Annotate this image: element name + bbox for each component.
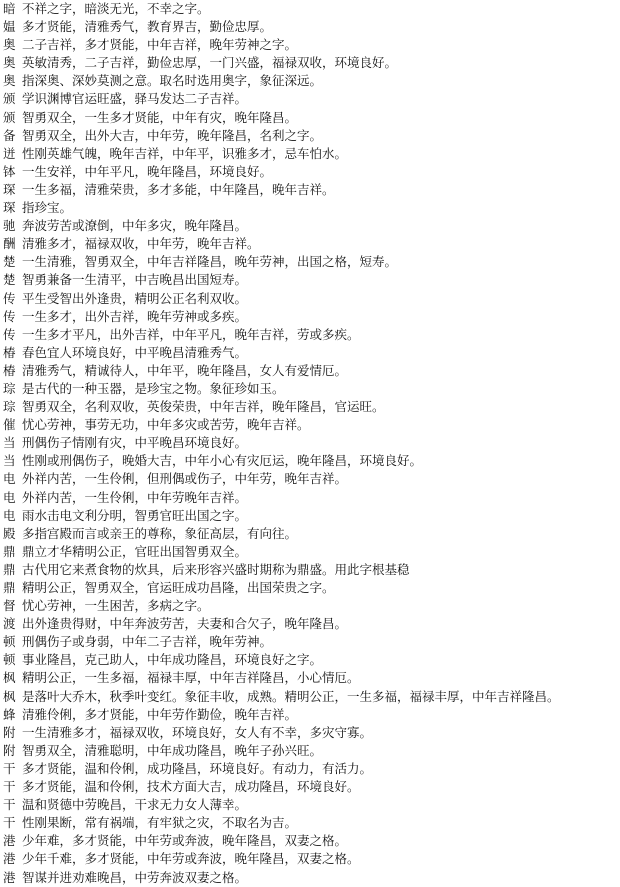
entry-char: 驰 bbox=[3, 218, 16, 234]
entry-text: 精明公正，一生多福，福禄丰厚，中年吉祥隆昌，小心情厄。 bbox=[22, 670, 360, 686]
list-item bbox=[0, 127, 620, 145]
list-item bbox=[0, 416, 620, 434]
list-item bbox=[0, 253, 620, 271]
entry-char: 鼎 bbox=[3, 543, 16, 559]
list-item bbox=[0, 434, 620, 452]
list-item bbox=[0, 271, 620, 289]
entry-text: 英敏清秀，二子吉祥，勤俭忠厚，一门兴盛，福禄双收，环境良好。 bbox=[22, 55, 398, 71]
list-item bbox=[0, 869, 620, 887]
list-item bbox=[0, 543, 620, 561]
entry-char: 琮 bbox=[3, 399, 16, 415]
list-item bbox=[0, 850, 620, 868]
entry-text: 刑偶伤子情刚有灾，中平晚昌环境良好。 bbox=[22, 435, 248, 451]
entry-text: 性刚英雄气魄，晚年吉祥，中年平，识雅多才，忌车怕水。 bbox=[22, 145, 348, 161]
entry-text: 指珍宝。 bbox=[22, 200, 73, 216]
entry-char: 当 bbox=[3, 435, 16, 451]
entry-text: 平生受智出外逢贵，精明公正名利双收。 bbox=[22, 290, 248, 306]
list-item bbox=[0, 326, 620, 344]
list-item bbox=[0, 778, 620, 796]
list-item bbox=[0, 561, 620, 579]
entry-char: 干 bbox=[3, 797, 16, 813]
entry-text: 少年千难，多才贤能，中年劳或奔波，晚年隆昌，双妻之格。 bbox=[22, 851, 360, 867]
entry-char: 媪 bbox=[3, 19, 16, 35]
entry-text: 一生清雅，智勇双全，中年吉祥隆昌，晚年劳神，出国之格，短寿。 bbox=[22, 254, 398, 270]
list-item bbox=[0, 290, 620, 308]
entry-char: 传 bbox=[3, 290, 16, 306]
entry-char: 电 bbox=[3, 471, 16, 487]
entry-text: 二子吉祥，多才贤能，中年吉祥，晚年劳神之字。 bbox=[22, 37, 298, 53]
list-item bbox=[0, 145, 620, 163]
entry-char: 港 bbox=[3, 851, 16, 867]
entry-text: 一生多福，清雅荣贵，多才多能，中年隆昌，晚年吉祥。 bbox=[22, 181, 335, 197]
list-item bbox=[0, 688, 620, 706]
list-item bbox=[0, 181, 620, 199]
entry-text: 春色宜人环境良好，中平晚昌清雅秀气。 bbox=[22, 344, 248, 360]
entry-text: 外祥内苦，一生伶俐，但刑偶或伤子，中年劳，晚年吉祥。 bbox=[22, 471, 348, 487]
list-item bbox=[0, 489, 620, 507]
entry-char: 枫 bbox=[3, 688, 16, 704]
entry-char: 奥 bbox=[3, 73, 16, 89]
entry-char: 传 bbox=[3, 308, 16, 324]
entry-char: 干 bbox=[3, 760, 16, 776]
entry-char: 督 bbox=[3, 598, 16, 614]
entry-char: 颁 bbox=[3, 109, 16, 125]
entry-text: 奔波劳苦或潦倒，中年多灾，晚年隆昌。 bbox=[22, 218, 248, 234]
entry-text: 学识渊博官运旺盛，驿马发达二子吉祥。 bbox=[22, 91, 248, 107]
entry-text: 精明公正，智勇双全，官运旺成功昌隆，出国荣贵之字。 bbox=[22, 580, 335, 595]
entry-text: 是古代的一种玉器，是珍宝之物。象征珍如玉。 bbox=[22, 380, 285, 396]
entry-text: 是落叶大乔木，秋季叶变红。象征丰收，成熟。精明公正，一生多福，福禄丰厚，中年吉祥隆昌。 bbox=[22, 688, 560, 704]
list-item bbox=[0, 724, 620, 742]
entry-char: 传 bbox=[3, 326, 16, 342]
list-item bbox=[0, 651, 620, 669]
entry-char: 备 bbox=[3, 127, 16, 143]
list-item bbox=[0, 109, 620, 127]
list-item bbox=[0, 579, 620, 597]
entry-text: 智勇双全，名利双收，英俊荣贵，中年吉祥，晚年隆昌，官运旺。 bbox=[22, 399, 385, 415]
entry-text: 性刚果断，常有祸端，有牢狱之灾，不取名为吉。 bbox=[22, 815, 298, 831]
entry-char: 琮 bbox=[3, 380, 16, 396]
entry-text: 智勇双全，一生多才贤能，中年有灾，晚年隆昌。 bbox=[22, 109, 298, 125]
list-item bbox=[0, 706, 620, 724]
list-item bbox=[0, 796, 620, 814]
list-item bbox=[0, 669, 620, 687]
entry-text: 指深奥、深妙莫测之意。取名时选用奥字，象征深远。 bbox=[22, 73, 323, 89]
entry-text: 一生多才平凡，出外吉祥，中年平凡，晚年吉祥，劳或多疾。 bbox=[22, 326, 360, 342]
list-item bbox=[0, 308, 620, 326]
entry-char: 港 bbox=[3, 869, 16, 885]
list-item bbox=[0, 633, 620, 651]
entry-char: 蜂 bbox=[3, 706, 16, 722]
entry-text: 一生安祥，中年平凡，晚年隆昌，环境良好。 bbox=[22, 163, 273, 179]
list-item bbox=[0, 217, 620, 235]
entry-text: 智勇双全，清雅聪明，中年成功隆昌，晚年子孙兴旺。 bbox=[22, 742, 323, 758]
entry-char: 当 bbox=[3, 453, 16, 469]
entry-text: 不祥之字，暗淡无光，不幸之字。 bbox=[22, 1, 210, 16]
entry-char: 顿 bbox=[3, 634, 16, 650]
entry-char: 琛 bbox=[3, 200, 16, 216]
entry-text: 鼎立才华精明公正，官旺出国智勇双全。 bbox=[22, 543, 248, 559]
entry-text: 清雅秀气，精诚待人，中年平，晚年隆昌，女人有爱情厄。 bbox=[22, 362, 348, 378]
entry-text: 清雅多才，福禄双收，中年劳，晚年吉祥。 bbox=[22, 236, 260, 252]
list-item bbox=[0, 507, 620, 525]
list-item bbox=[0, 742, 620, 760]
list-item bbox=[0, 0, 620, 18]
list-item bbox=[0, 362, 620, 380]
list-item bbox=[0, 54, 620, 72]
entry-char: 电 bbox=[3, 507, 16, 523]
entry-text: 雨水击电文利分明，智勇官旺出国之字。 bbox=[22, 507, 248, 523]
entry-char: 电 bbox=[3, 489, 16, 505]
entry-text: 忧心劳神，事劳无功，中年多灾或苦劳，晚年吉祥。 bbox=[22, 417, 310, 433]
entry-char: 椿 bbox=[3, 344, 16, 360]
entry-text: 外祥内苦，一生伶俐，中年劳晚年吉祥。 bbox=[22, 489, 248, 505]
list-item bbox=[0, 344, 620, 362]
list-item bbox=[0, 398, 620, 416]
entry-char: 奥 bbox=[3, 55, 16, 71]
list-item bbox=[0, 163, 620, 181]
entry-char: 附 bbox=[3, 724, 16, 740]
list-item bbox=[0, 814, 620, 832]
entry-char: 楚 bbox=[3, 254, 16, 270]
entry-text: 智勇兼备一生清平，中吉晚昌出国短寿。 bbox=[22, 272, 248, 288]
entry-char: 干 bbox=[3, 815, 16, 831]
list-item bbox=[0, 597, 620, 615]
entry-text: 忧心劳神，一生困苦，多病之字。 bbox=[22, 598, 210, 614]
list-item bbox=[0, 199, 620, 217]
entry-char: 椿 bbox=[3, 362, 16, 378]
entry-char: 附 bbox=[3, 742, 16, 758]
list-item bbox=[0, 760, 620, 778]
list-item bbox=[0, 18, 620, 36]
entry-text: 多指宫殿而言或亲王的尊称，象征高层，有向往。 bbox=[22, 525, 298, 541]
entry-char: 鼎 bbox=[3, 580, 16, 595]
entry-char: 顿 bbox=[3, 652, 16, 668]
list-item bbox=[0, 90, 620, 108]
entry-char: 楚 bbox=[3, 272, 16, 288]
entry-text: 温和贤德中劳晚昌，干求无力女人薄幸。 bbox=[22, 797, 248, 813]
list-item bbox=[0, 380, 620, 398]
entry-text: 清雅伶俐，多才贤能，中年劳作勤俭，晚年吉祥。 bbox=[22, 706, 298, 722]
entry-char: 暗 bbox=[3, 1, 16, 16]
entry-char: 枫 bbox=[3, 670, 16, 686]
entry-text: 智谋并进劝难晚昌，中劳奔波双妻之格。 bbox=[22, 869, 248, 885]
entry-text: 智勇双全，出外大吉，中年劳，晚年隆昌，名利之字。 bbox=[22, 127, 323, 143]
entry-text: 刑偶伤子或身弱，中年二子吉祥，晚年劳神。 bbox=[22, 634, 273, 650]
entry-char: 催 bbox=[3, 417, 16, 433]
entry-text: 事业隆昌，克己助人，中年成功隆昌，环境良好之字。 bbox=[22, 652, 323, 668]
entry-char: 钵 bbox=[3, 163, 16, 179]
list-item bbox=[0, 525, 620, 543]
entry-char: 港 bbox=[3, 833, 16, 849]
entry-char: 酬 bbox=[3, 236, 16, 252]
entry-char: 颁 bbox=[3, 91, 16, 107]
entry-text: 出外逢贵得财，中年奔波劳苦，夫妻和合欠子，晚年隆昌。 bbox=[22, 616, 348, 632]
list-item bbox=[0, 72, 620, 90]
entry-text: 多才贤能，温和伶俐，成功隆昌，环境良好。有动力，有活力。 bbox=[22, 760, 373, 776]
list-item bbox=[0, 36, 620, 54]
entry-char: 迸 bbox=[3, 145, 16, 161]
entry-text: 少年难，多才贤能，中年劳或奔波，晚年隆昌，双妻之格。 bbox=[22, 833, 348, 849]
entry-text: 多才贤能，清雅秀气，教育界吉，勤俭忠厚。 bbox=[22, 19, 273, 35]
entry-text: 性刚或刑偶伤子，晚婚大吉，中年小心有灾厄运，晚年隆昌，环境良好。 bbox=[22, 453, 423, 469]
entry-char: 干 bbox=[3, 779, 16, 795]
entry-char: 渡 bbox=[3, 616, 16, 632]
entry-text: 一生清雅多才，福禄双收，环境良好，女人有不幸，多灾守寡。 bbox=[22, 724, 373, 740]
entry-char: 琛 bbox=[3, 181, 16, 197]
list-item bbox=[0, 832, 620, 850]
entry-char: 奥 bbox=[3, 37, 16, 53]
entry-char: 鼎 bbox=[3, 561, 16, 577]
list-item bbox=[0, 470, 620, 488]
entry-text: 多才贤能，温和伶俐，技术方面大吉，成功隆昌，环境良好。 bbox=[22, 779, 360, 795]
list-item bbox=[0, 615, 620, 633]
list-item bbox=[0, 452, 620, 470]
list-item bbox=[0, 235, 620, 253]
entry-char: 殿 bbox=[3, 525, 16, 541]
entry-text: 古代用它来煮食物的炊具，后来形容兴盛时期称为鼎盛。用此字根基稳 bbox=[22, 561, 410, 577]
entry-text: 一生多才，出外吉祥，晚年劳神或多疾。 bbox=[22, 308, 248, 324]
